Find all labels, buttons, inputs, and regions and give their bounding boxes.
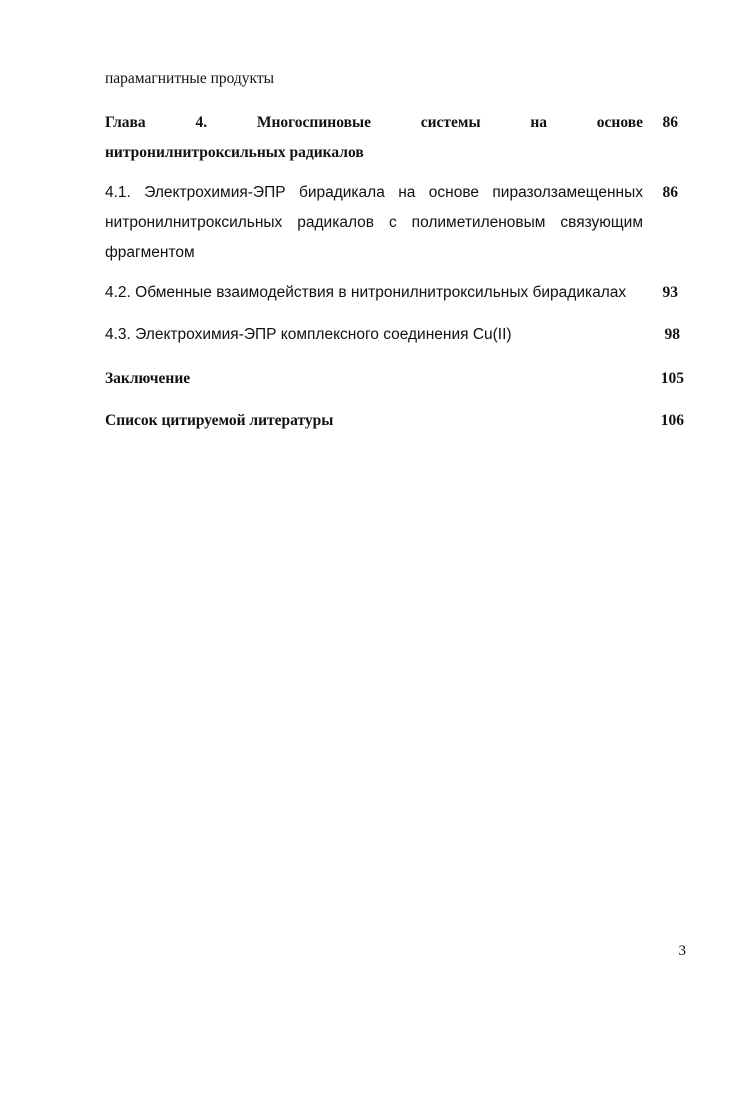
toc-chapter-4-line2: нитронилнитроксильных радикалов (105, 144, 364, 161)
chapter-word-3: на (530, 114, 548, 131)
continuation-text: парамагнитные продукты (105, 70, 275, 87)
toc-section-4-3-page: 98 (664, 326, 680, 343)
chapter-number: 4. (195, 114, 208, 131)
toc-chapter-4[interactable] (105, 108, 643, 168)
chapter-word-2: системы (420, 114, 481, 131)
page-number: 3 (678, 943, 686, 959)
toc-section-4-1[interactable] (105, 178, 643, 268)
toc-section-4-1-line3: фрагментом (105, 244, 195, 261)
toc-references-page: 106 (660, 412, 684, 429)
toc-chapter-4-page: 86 (662, 114, 678, 131)
toc-section-4-2-page: 93 (662, 284, 678, 301)
toc-section-4-3[interactable]: 4.3. Электрохимия-ЭПР комплексного соединения Cu(II) (105, 326, 512, 343)
toc-conclusion-page: 105 (660, 370, 684, 387)
toc-section-4-1-line1: 4.1. Электрохимия-ЭПР бирадикала на основе пиразолзамещенных (105, 184, 643, 201)
toc-section-4-1-page: 86 (662, 184, 678, 201)
toc-section-4-1-line2: нитронилнитроксильных радикалов с полиметиленовым связующим (105, 214, 643, 231)
chapter-word-1: Многоспиновые (256, 114, 371, 131)
chapter-word-4: основе (596, 114, 643, 131)
chapter-label: Глава (105, 114, 146, 131)
toc-references[interactable]: Список цитируемой литературы (105, 412, 334, 429)
toc-conclusion[interactable]: Заключение (105, 370, 191, 387)
toc-chapter-4-line1 (105, 108, 643, 138)
toc-section-4-2[interactable]: 4.2. Обменные взаимодействия в нитронилнитроксильных бирадикалах (105, 284, 627, 301)
